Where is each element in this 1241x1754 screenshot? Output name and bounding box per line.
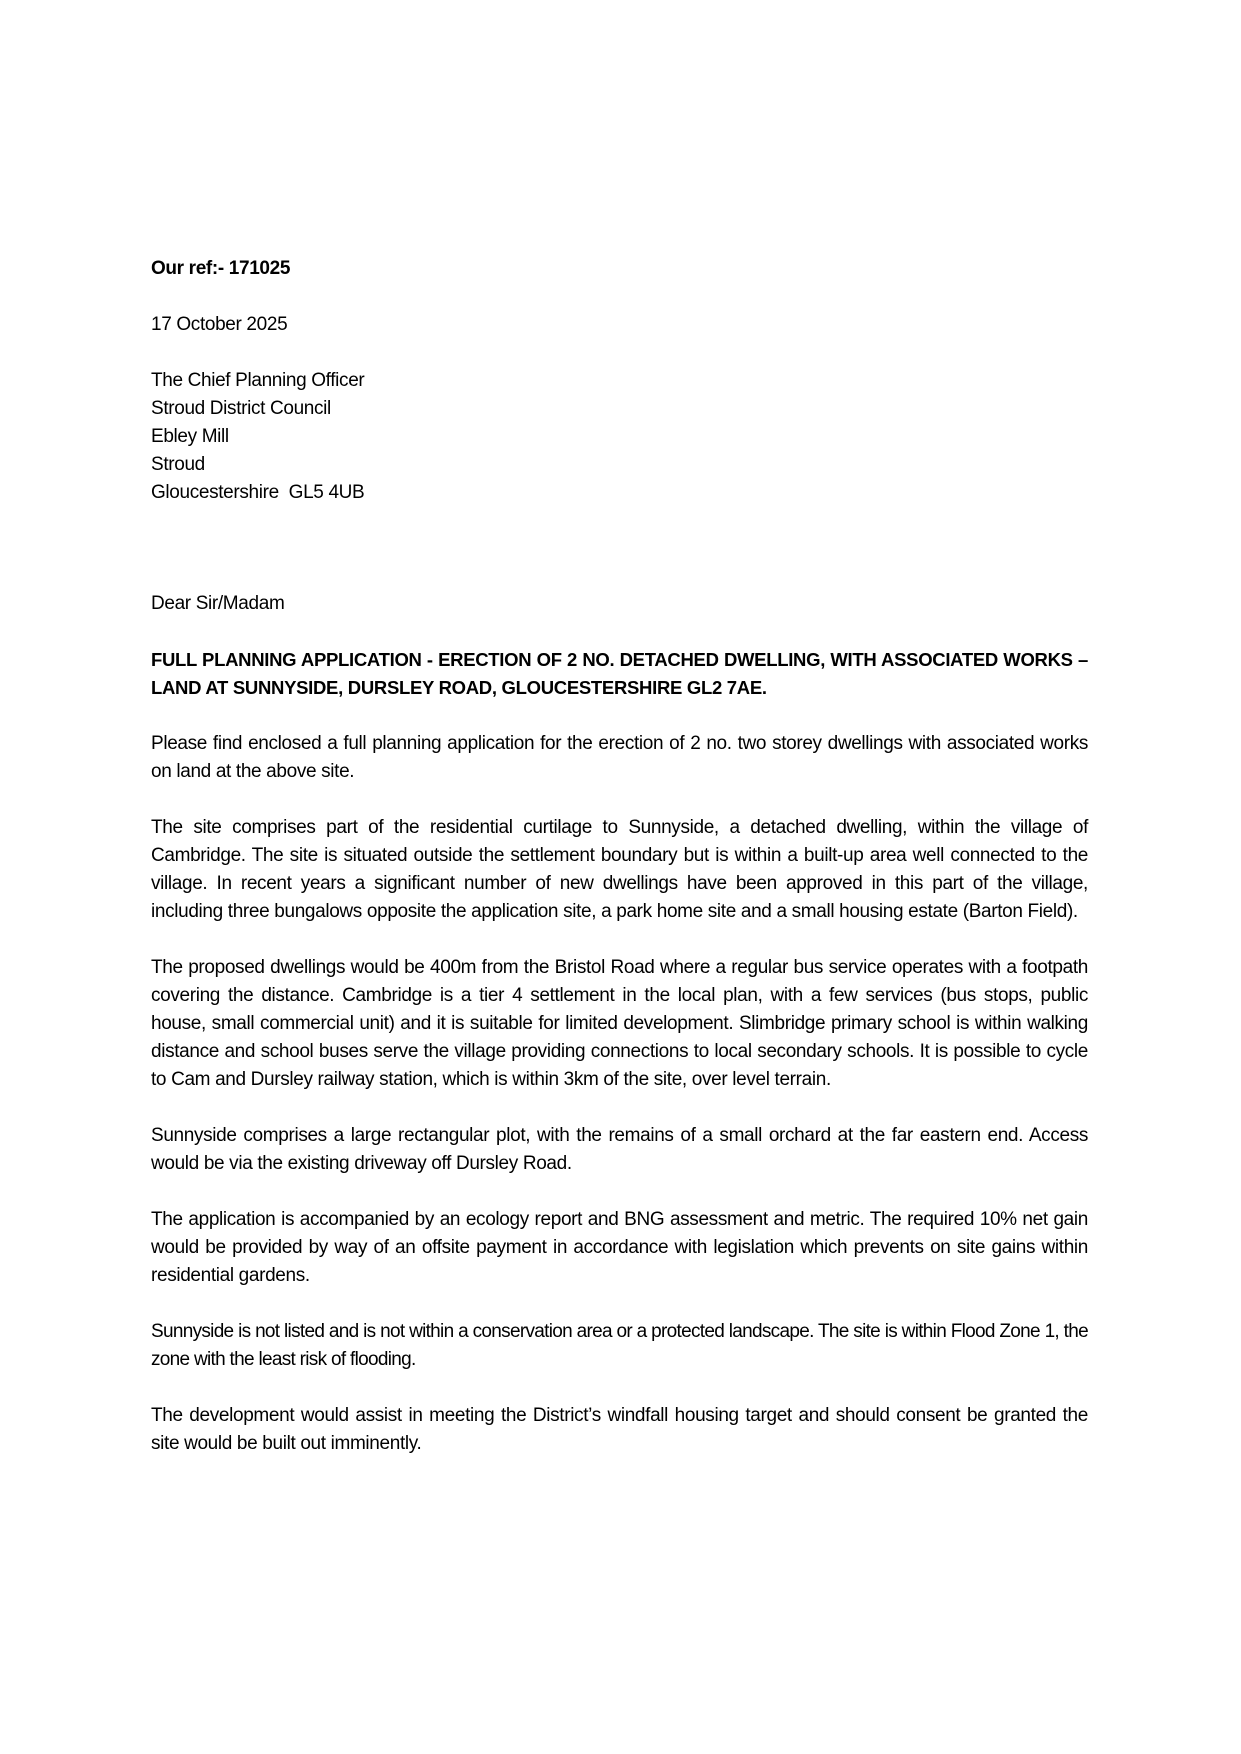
- spacer: [151, 1290, 1088, 1318]
- salutation: Dear Sir/Madam: [151, 593, 285, 614]
- spacer: [151, 507, 1088, 590]
- letter-page: [151, 255, 1088, 1458]
- body-paragraph-5: The application is accompanied by an ecology report and BNG assessment and metric. The required 10% net gain would be provided by way of an offsite payment in accordance with legislation which prevents on site gains within residential gardens.: [151, 1209, 1088, 1286]
- recipient-building: Ebley Mill: [151, 426, 229, 447]
- spacer: [151, 702, 1088, 730]
- recipient-address: [151, 367, 1088, 507]
- body-paragraph-6: Sunnyside is not listed and is not within a conservation area or a protected landscape. The site is within Flood Zone 1, the zone with the least risk of flooding.: [151, 1321, 1088, 1370]
- spacer: [151, 339, 1088, 367]
- body-paragraph-1: Please find enclosed a full planning application for the erection of 2 no. two storey dwellings with associated works on land at the above site.: [151, 733, 1088, 782]
- spacer: [151, 1178, 1088, 1206]
- body-paragraph-2: The site comprises part of the residential curtilage to Sunnyside, a detached dwelling, within the village of Cambridge. The site is situated outside the settlement boundary but is within a built-up area well connected to the village. In recent years a significant number of new dwellings have been approved in this part of the village, including three bungalows opposite the application site, a park home site and a small housing estate (Barton Field).: [151, 817, 1088, 922]
- body-paragraph-4: Sunnyside comprises a large rectangular plot, with the remains of a small orchard at the far eastern end. Access would be via the existing driveway off Dursley Road.: [151, 1125, 1088, 1174]
- spacer: [151, 283, 1088, 311]
- recipient-county-postcode: Gloucestershire GL5 4UB: [151, 482, 365, 503]
- recipient-town: Stroud: [151, 454, 205, 475]
- body-paragraph-3: The proposed dwellings would be 400m from the Bristol Road where a regular bus service operates with a footpath covering the distance. Cambridge is a tier 4 settlement in the local plan, with a few services (bus stops, public house, small commercial unit) and it is suitable for limited development. Slimbridge primary school is within walking distance and school buses serve the village providing connections to local secondary schools. It is possible to cycle to Cam and Dursley railway station, which is within 3km of the site, over level terrain.: [151, 957, 1088, 1090]
- recipient-title: The Chief Planning Officer: [151, 370, 365, 391]
- spacer: [151, 618, 1088, 646]
- recipient-organisation: Stroud District Council: [151, 398, 331, 419]
- letter-date: 17 October 2025: [151, 314, 288, 335]
- body-paragraph-7: The development would assist in meeting the District’s windfall housing target and should consent be granted the site would be built out imminently.: [151, 1405, 1088, 1454]
- spacer: [151, 1374, 1088, 1402]
- reference-line: Our ref:- 171025: [151, 258, 291, 279]
- spacer: [151, 1094, 1088, 1122]
- spacer: [151, 786, 1088, 814]
- spacer: [151, 926, 1088, 954]
- subject-heading: FULL PLANNING APPLICATION - ERECTION OF 2 NO. DETACHED DWELLING, WITH ASSOCIATED WORKS – LAND AT SUNNYSIDE, DURSLEY ROAD, GLOUCESTERSHIRE GL2 7AE.: [151, 649, 1088, 698]
